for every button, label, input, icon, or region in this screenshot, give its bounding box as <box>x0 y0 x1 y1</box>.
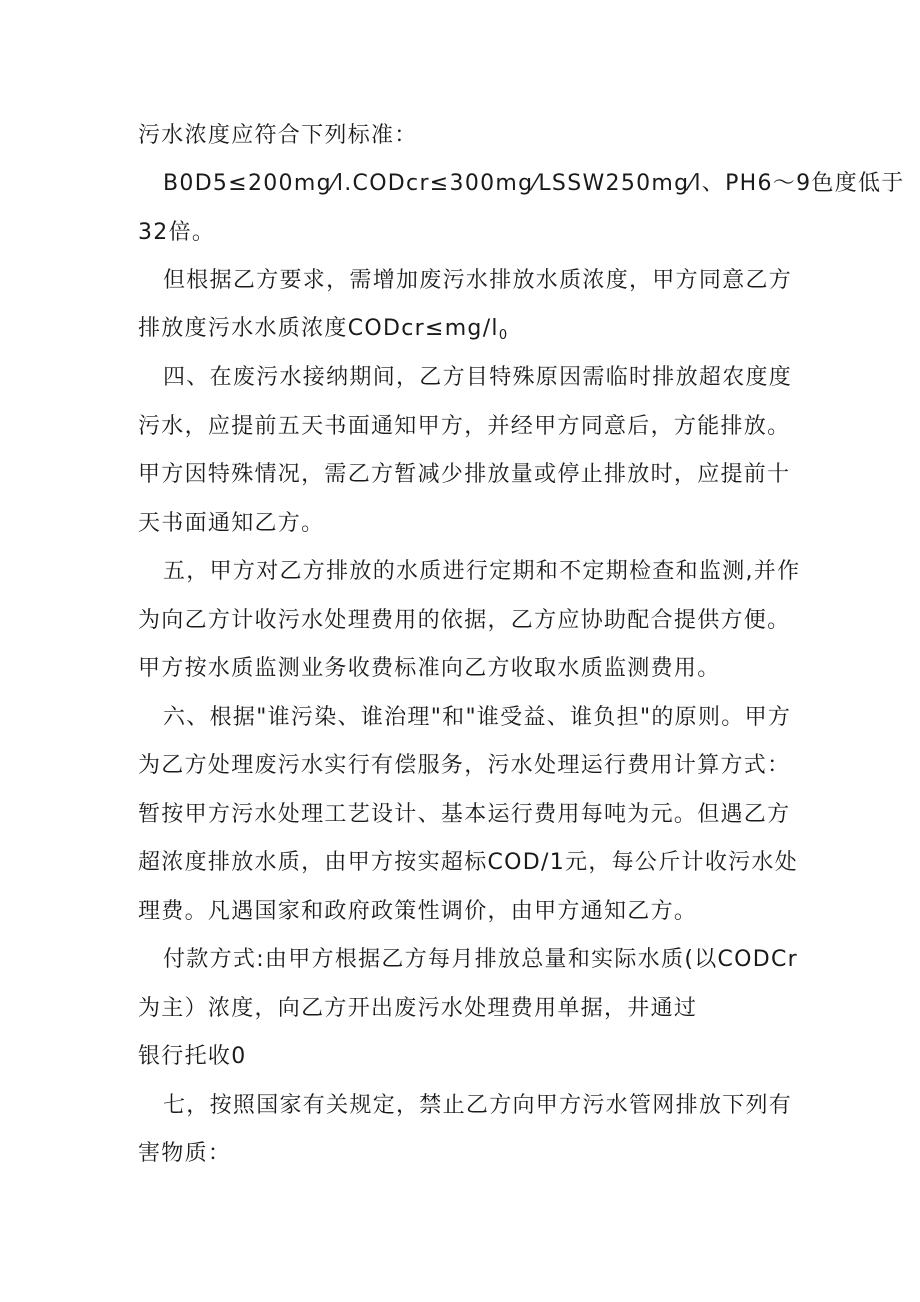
clause-six-line1: 六、根据"谁污染、谁治理"和"谁受益、谁负担"的原则。甲方 <box>163 705 792 730</box>
clause-four-line2: 污水，应提前五天书面通知甲方，并经甲方同意后，方能排放。 <box>138 414 791 439</box>
payment-line1: 付款方式:由甲方根据乙方每月排放总量和实际水质(以CODCr <box>163 947 799 972</box>
clause-four-line1: 四、在废污水接纳期间，乙方目特殊原因需临时排放超农度度 <box>163 365 793 390</box>
clause-seven-line2: 害物质： <box>138 1141 232 1166</box>
clause-five-line3: 甲方按水质监测业务收费标准向乙方收取水质监测费用。 <box>138 656 721 681</box>
clause-four-line4: 天书面通知乙方。 <box>138 511 325 536</box>
paragraph-increase-line1: 但根据乙方要求，需增加废污水排放水质浓度，甲方同意乙方 <box>163 268 793 293</box>
paragraph-increase-line2 <box>138 318 798 342</box>
subscript-zero: 0 <box>498 328 508 343</box>
payment-line2: 为主）浓度，向乙方开出废污水处理费用单据，井通过 <box>138 996 698 1021</box>
clause-seven-line1: 七，按照国家有关规定，禁止乙方向甲方污水管网排放下列有 <box>163 1093 793 1118</box>
standard-values-line: B0D5≤200mg⁄l.CODcr≤300mg⁄LSSW250mg⁄l、PH6〜9色度低于 <box>163 171 905 196</box>
clause-six-line3: 暂按甲方污水处理工艺设计、基本运行费用每吨为元。但遇乙方 <box>138 802 791 827</box>
payment-line3: 银行托收0 <box>138 1044 247 1069</box>
clause-four-line3: 甲方因特殊情况，需乙方暂减少排放量或停止排放时，应提前十 <box>138 462 791 487</box>
paragraph-increase-text: 排放度污水水质浓度CODcr≤mg/l <box>138 316 499 341</box>
clause-six-line5: 理费。凡遇国家和政府政策性调价，由甲方通知乙方。 <box>138 899 698 924</box>
standard-heading: 污水浓度应符合下列标准： <box>138 123 418 148</box>
clause-six-line2: 为乙方处理废污水实行有偿服务，污水处理运行费用计算方式： <box>138 753 791 778</box>
standard-values-cont: 32倍。 <box>138 220 216 245</box>
clause-six-line4: 超浓度排放水质，由甲方按实超标COD/1元，每公斤计收污水处 <box>138 850 799 875</box>
clause-five-line1: 五，甲方对乙方排放的水质进行定期和不定期检查和监测,并作 <box>163 559 801 584</box>
clause-five-line2: 为向乙方计收污水处理费用的依据，乙方应协助配合提供方便。 <box>138 608 791 633</box>
